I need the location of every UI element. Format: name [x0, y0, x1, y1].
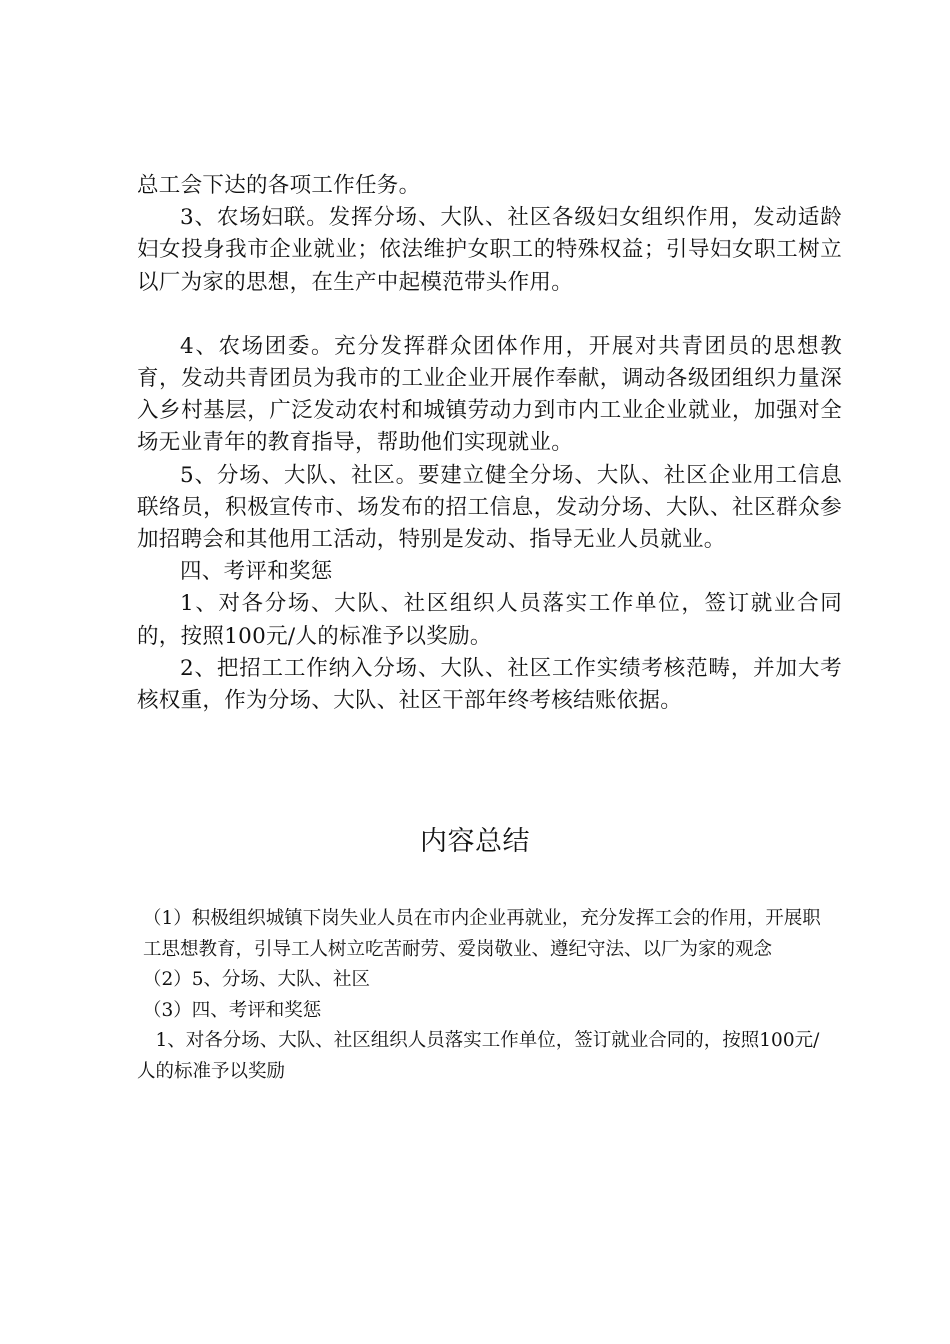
summary-item-4: 1、对各分场、大队、社区组织人员落实工作单位，签订就业合同的，按照100元/人的标准予以奖励 — [137, 1030, 820, 1082]
paragraph-reward-1: 1、对各分场、大队、社区组织人员落实工作单位，签订就业合同的，按照100元/人的标准予以奖励。 — [137, 591, 842, 649]
summary-item-3: （3）四、考评和奖惩 — [143, 999, 322, 1021]
paragraph-branch-units: 5、分场、大队、社区。要建立健全分场、大队、社区企业用工信息联络员，积极宣传市、场发布的招工信息，发动分场、大队、社区群众参加招聘会和其他用工活动，特别是发动、指导无业人员就业。 — [137, 462, 842, 553]
summary-content — [137, 904, 827, 1087]
section-heading-evaluation: 四、考评和奖惩 — [180, 559, 333, 585]
paragraph-reward-2: 2、把招工工作纳入分场、大队、社区工作实绩考核范畴，并加大考核权重，作为分场、大队、社区干部年终考核结账依据。 — [137, 655, 842, 714]
summary-item-2: （2）5、分场、大队、社区 — [143, 969, 371, 990]
paragraph-youth-league: 4、农场团委。充分发挥群众团体作用，开展对共青团员的思想教育，发动共青团员为我市的工业企业开展作奉献，调动各级团组织力量深入乡村基层，广泛发动农村和城镇劳动力到市内工业企业就业，加强对全场无业青年的教育指导，帮助他们实现就业。 — [137, 333, 842, 456]
paragraph-womens-federation: 3、农场妇联。发挥分场、大队、社区各级妇女组织作用，发动适龄妇女投身我市企业就业；依法维护女职工的特殊权益；引导妇女职工树立以厂为家的思想，在生产中起模范带头作用。 — [137, 205, 842, 295]
summary-title: 内容总结 — [420, 826, 530, 857]
summary-item-1: （1）积极组织城镇下岗失业人员在市内企业再就业，充分发挥工会的作用，开展职工思想教育，引导工人树立吃苦耐劳、爱岗敬业、遵纪守法、以厂为家的观念 — [143, 908, 821, 960]
body-text — [137, 170, 842, 717]
paragraph-continuation: 总工会下达的各项工作任务。 — [137, 173, 421, 198]
